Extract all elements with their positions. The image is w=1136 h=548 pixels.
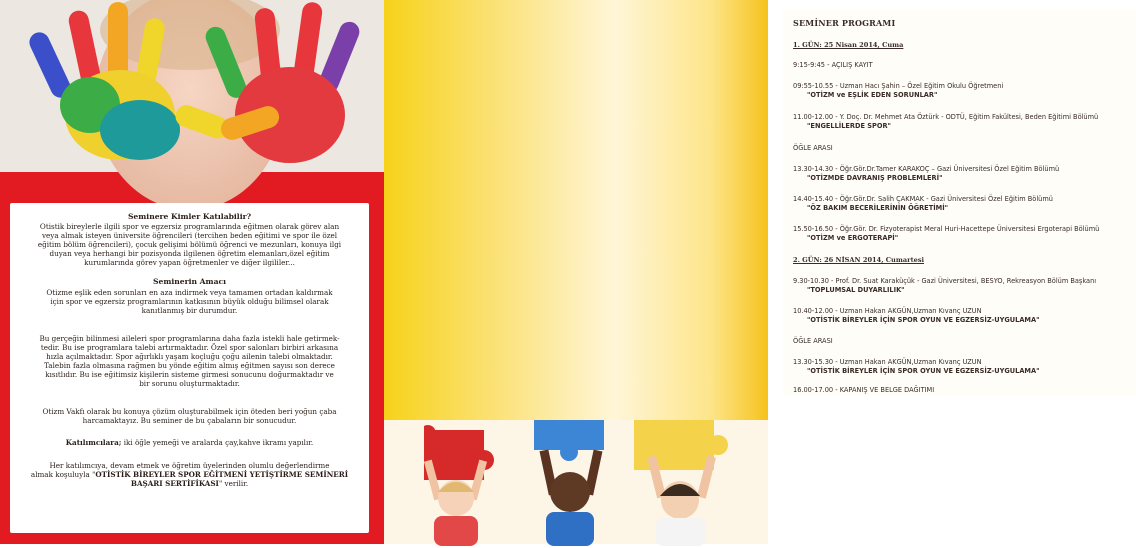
d1-session-4: 14.40-15.40 - Öğr.Gör.Dr. Salih ÇAKMAK - Gazi Üniversitesi Özel Eğitim Bölümü xyxy=(793,195,1053,203)
who-line-4: duyan veya herhangi bir pozisyonda ilgilenen öğretim elemanları,özel eğitim xyxy=(49,249,330,258)
para-line-3: hızla açılmaktadır. Spor ağırlıklı yaşam koçluğu çoğu ailenin talebi olmaktadır. xyxy=(46,352,333,361)
cert-line-2 xyxy=(10,470,369,479)
who-line-2: veya almak isteyen üniversite öğrencileri (tercihen beden eğitimi ve spor ile özel xyxy=(41,231,338,240)
vakif-line-2: harcamaktayız. Bu seminer de bu çabaların bir sonucudur. xyxy=(82,416,297,425)
who-can-attend-title: Seminere Kimler Katılabilir? xyxy=(127,212,252,221)
d2-closing: 16.00-17.00 - KAPANIŞ VE BELGE DAĞITIMI xyxy=(793,386,935,394)
para-line-1: Bu gerçeğin bilinmesi aileleri spor programlarına daha fazla istekli hale getirmek- xyxy=(39,334,340,343)
who-line-5: kurumlarında görev yapan öğretmenler ve diğer ilgililer... xyxy=(84,258,295,267)
info-panel xyxy=(10,203,369,533)
purpose-title: Seminerin Amacı xyxy=(153,277,226,286)
cert-title: OTİSTİK BİREYLER SPOR EĞİTMENİ YETİŞTİRME SEMİNERİ xyxy=(95,470,349,479)
right-page xyxy=(384,0,1100,544)
d1-session-3: 13.30-14.30 - Öğr.Gör.Dr.Tamer KARAKOÇ – Gazi Üniversitesi Özel Eğitim Bölümü xyxy=(793,165,1060,173)
children-puzzle-photo xyxy=(384,420,768,544)
painted-hands-illustration xyxy=(0,0,384,172)
purpose-line-2: için spor ve egzersiz programlarının katkısının büyük olduğu bilimsel olarak xyxy=(50,297,329,306)
d2-session-3-title: "OTİSTİK BİREYLER İÇİN SPOR OYUN VE EGZERSİZ-UYGULAMA" xyxy=(807,367,1040,375)
participants-label: Katılımcılara; xyxy=(65,438,122,447)
d1-session-1: 09:55-10.55 - Uzman Hacı Şahin – Özel Eğitim Okulu Öğretmeni xyxy=(793,82,1004,90)
d2-session-2-title: "OTİSTİK BİREYLER İÇİN SPOR OYUN VE EGZERSİZ-UYGULAMA" xyxy=(807,316,1040,324)
purpose-line-1: Otizme eşlik eden sorunları en aza indirmek veya tamamen ortadan kaldırmak xyxy=(46,288,333,297)
d1-session-4-title: "ÖZ BAKIM BECERİLERİNİN ÖĞRETİMİ" xyxy=(807,204,949,212)
d1-session-3-title: "OTİZMDE DAVRANIŞ PROBLEMLERİ" xyxy=(807,174,943,182)
participants-line xyxy=(10,438,369,447)
cert-suffix: " verilir. xyxy=(218,479,249,488)
vakif-line-1: Otizm Vakfı olarak bu konuya çözüm oluşturabilmek için öteden beri yoğun çaba xyxy=(42,407,337,416)
cert-prefix: almak koşuluyla " xyxy=(30,470,96,479)
who-line-3: eğitim bölüm öğrencileri), çocuk gelişimi bölümü öğrenci ve mezunları, konuya ilgi xyxy=(37,240,342,249)
d1-session-1-title: "OTİZM ve EŞLİK EDEN SORUNLAR" xyxy=(807,91,938,99)
children-puzzle-illustration xyxy=(384,420,768,544)
purpose-line-3: kanıtlanmış bir durumdur. xyxy=(141,306,238,315)
d1-opening: 9:15-9:45 - AÇILIŞ KAYIT xyxy=(793,61,873,69)
participants-text: iki öğle yemeği ve aralarda çay,kahve ikramı yapılır. xyxy=(121,438,314,447)
d2-session-1: 9.30-10.30 - Prof. Dr. Suat Karaküçük - Gazi Üniversitesi, BESYO, Rekreasyon Bölüm Başkanı xyxy=(793,277,1097,285)
d2-session-2: 10.40-12.00 - Uzman Hakan AKGÜN,Uzman Kıvanç UZUN xyxy=(793,307,982,315)
para-line-6: bir sorunu oluşturmaktadır. xyxy=(139,379,240,388)
d1-session-5-title: "OTİZM ve ERGOTERAPİ" xyxy=(807,234,899,242)
day-2-heading: 2. GÜN: 26 NİSAN 2014, Cumartesi xyxy=(793,256,925,264)
para-line-4: Talebin fazla olmasına rağmen bu yönde eğitim almış eğitmen sayısı son derece xyxy=(44,361,335,370)
d1-session-5: 15.50-16.50 - Öğr.Gör. Dr. Fizyoterapist Meral Huri-Hacettepe Üniversitesi Ergoterapi Bölümü xyxy=(793,225,1100,233)
day-1-heading: 1. GÜN: 25 Nisan 2014, Cuma xyxy=(793,41,904,49)
who-line-1: Otistik bireylerle ilgili spor ve egzersiz programlarında eğitmen olarak görev alan xyxy=(39,222,340,231)
d1-lunch: ÖĞLE ARASI xyxy=(793,144,833,152)
cert-line-3 xyxy=(10,479,369,488)
program-panel xyxy=(783,10,1136,396)
para-line-5: kısıtlıdır. Bu ise eğitimsiz kişilerin sisteme girmesi sonucunu doğurmaktadır ve xyxy=(45,370,334,379)
cert-title-2: BAŞARI SERTİFİKASI xyxy=(130,479,219,488)
d1-session-2: 11.00-12.00 - Y. Doç. Dr. Mehmet Ata Öztürk - ODTÜ, Eğitim Fakültesi, Beden Eğitimi Bölümü xyxy=(793,113,1099,121)
cert-line-1: Her katılımcıya, devam etmek ve öğretim üyelerinden olumlu değerlendirme xyxy=(49,461,330,470)
d2-session-1-title: "TOPLUMSAL DUYARLILIK" xyxy=(807,286,905,294)
para-line-2: tedir. Bu ise programlara talebi artırmaktadır. Özel spor salonları birbiri arkasına xyxy=(40,343,339,352)
d1-session-2-title: "ENGELLİLERDE SPOR" xyxy=(807,122,891,130)
d2-lunch: ÖĞLE ARASI xyxy=(793,337,833,345)
left-page xyxy=(0,0,384,544)
program-title: SEMİNER PROGRAMI xyxy=(793,18,896,28)
painted-hands-photo xyxy=(0,0,384,172)
d2-session-3: 13.30-15.30 - Uzman Hakan AKGÜN,Uzman Kıvanç UZUN xyxy=(793,358,982,366)
